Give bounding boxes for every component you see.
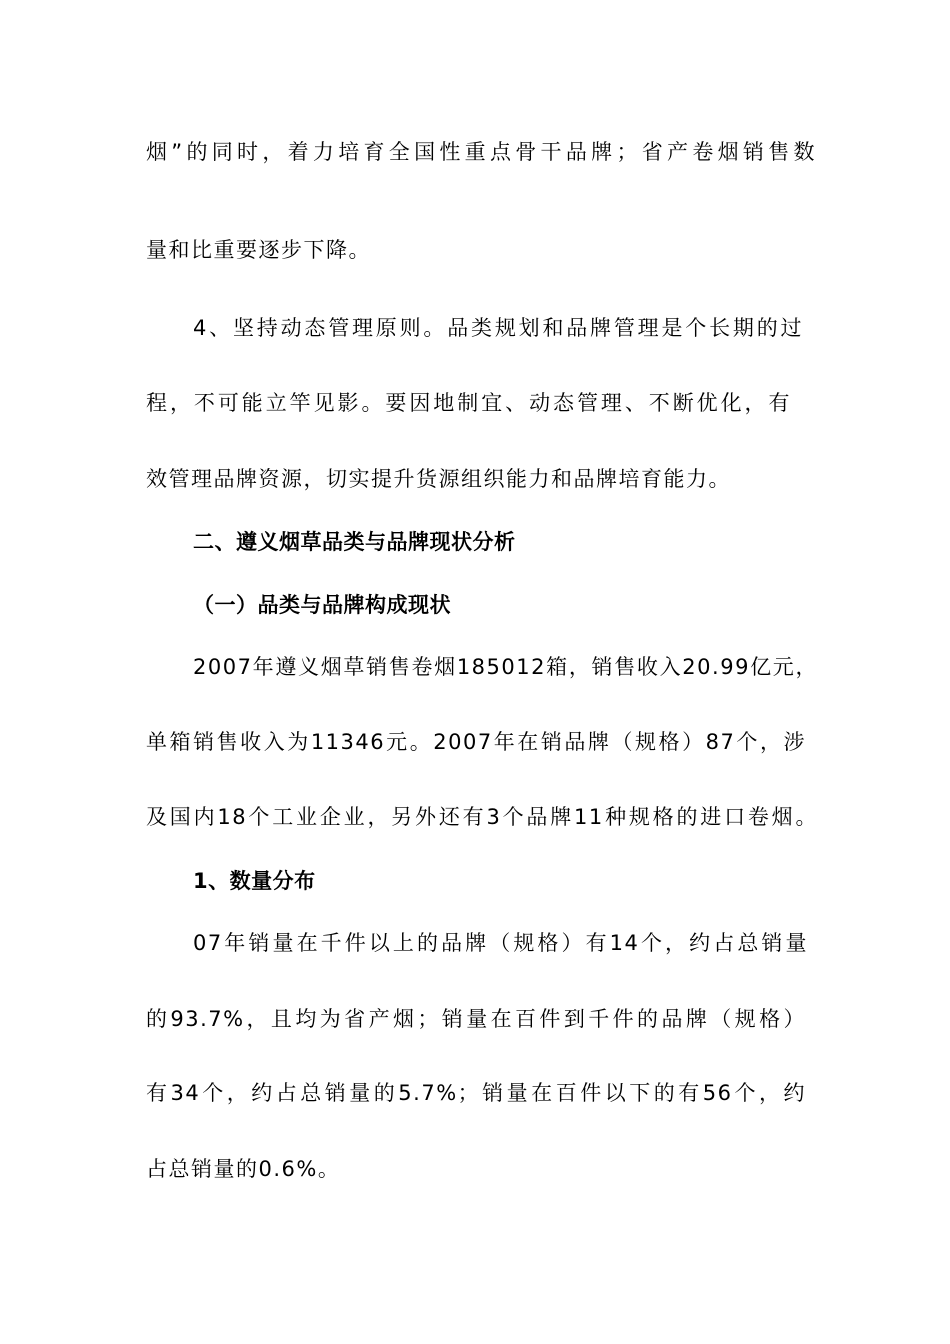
subsection-heading: 1、数量分布 [193, 869, 316, 893]
paragraph-line: 的93.7%，且均为省产烟；销量在百件到千件的品牌（规格） [146, 1007, 806, 1031]
paragraph-line: 程，不可能立竿见影。要因地制宜、动态管理、不断优化，有 [146, 391, 791, 415]
paragraph-line: 及国内18个工业企业，另外还有3个品牌11种规格的进口卷烟。 [146, 805, 818, 829]
paragraph-line: 单箱销售收入为11346元。2007年在销品牌（规格）87个，涉 [146, 730, 806, 754]
paragraph-line: 2007年遵义烟草销售卷烟185012箱，销售收入20.99亿元， [193, 655, 818, 679]
subsection-heading: （一）品类与品牌构成现状 [193, 593, 451, 617]
paragraph-line: 占总销量的0.6%。 [146, 1157, 341, 1181]
paragraph-line: 量和比重要逐步下降。 [146, 238, 371, 262]
section-heading: 二、遵义烟草品类与品牌现状分析 [193, 530, 516, 554]
paragraph-line: 效管理品牌资源，切实提升货源组织能力和品牌培育能力。 [146, 467, 731, 491]
paragraph-line: 烟”的同时，着力培育全国性重点骨干品牌；省产卷烟销售数 [146, 140, 816, 164]
paragraph-line: 07年销量在千件以上的品牌（规格）有14个，约占总销量 [193, 931, 808, 955]
paragraph-line: 有34个，约占总销量的5.7%；销量在百件以下的有56个，约 [146, 1081, 806, 1105]
paragraph-line: 4、坚持动态管理原则。品类规划和品牌管理是个长期的过 [193, 316, 803, 340]
